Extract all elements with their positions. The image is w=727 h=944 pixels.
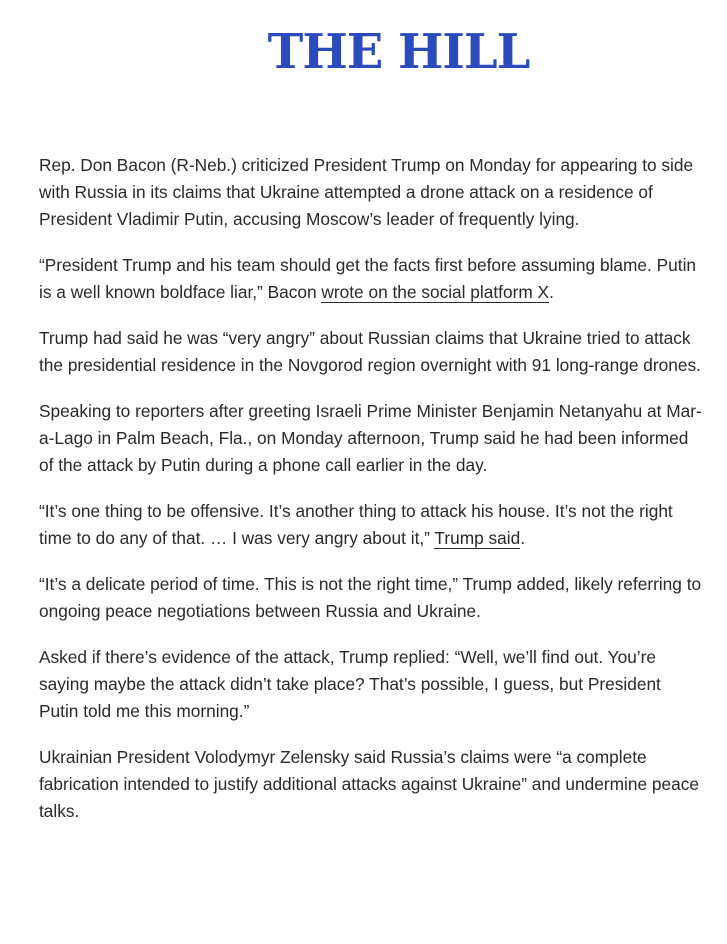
paragraph-6: “It’s a delicate period of time. This is not the right time,” Trump added, likely referring to ongoing peace negotiations between Russia and Ukraine. xyxy=(39,574,702,621)
article-body xyxy=(39,152,705,844)
paragraph-5-text: “It’s one thing to be offensive. It’s another thing to attack his house. It’s not the right time to do any of that. … I was very angry about it,” xyxy=(39,501,673,548)
social-platform-x-link[interactable]: wrote on the social platform X xyxy=(321,282,550,302)
masthead xyxy=(0,24,727,80)
paragraph-8: Ukrainian President Volodymyr Zelensky said Russia’s claims were “a complete fabrication intended to justify additional attacks against Ukraine” and undermine peace talks. xyxy=(39,747,699,821)
paragraph-2 xyxy=(39,252,705,306)
site-logo[interactable]: THE HILL xyxy=(267,24,530,80)
paragraph-2-end: . xyxy=(549,282,554,302)
paragraph-3: Trump had said he was “very angry” about Russian claims that Ukraine tried to attack the presidential residence in the Novgorod region overnight with 91 long-range drones. xyxy=(39,328,701,375)
paragraph-5-end: . xyxy=(520,528,526,548)
paragraph-4: Speaking to reporters after greeting Israeli Prime Minister Benjamin Netanyahu at Mar-a-Lago in Palm Beach, Fla., on Monday afternoon, Trump said he had been informed of the attack by Putin during a phone call earlier in the day. xyxy=(39,401,702,475)
paragraph-5 xyxy=(39,498,705,552)
paragraph-2-text: “President Trump and his team should get the facts first before assuming blame. Putin is a well known boldface liar,” Bacon xyxy=(39,255,697,302)
trump-said-link[interactable]: Trump said xyxy=(434,528,521,548)
paragraph-1: Rep. Don Bacon (R-Neb.) criticized President Trump on Monday for appearing to side with Russia in its claims that Ukraine attempted a drone attack on a residence of President Vladimir Putin, accusing Moscow’s leader of frequently lying. xyxy=(39,155,694,229)
paragraph-7: Asked if there’s evidence of the attack, Trump replied: “Well, we’ll find out. You’re saying maybe the attack didn’t take place? That’s possible, I guess, but President Putin told me this morning.” xyxy=(39,647,661,721)
